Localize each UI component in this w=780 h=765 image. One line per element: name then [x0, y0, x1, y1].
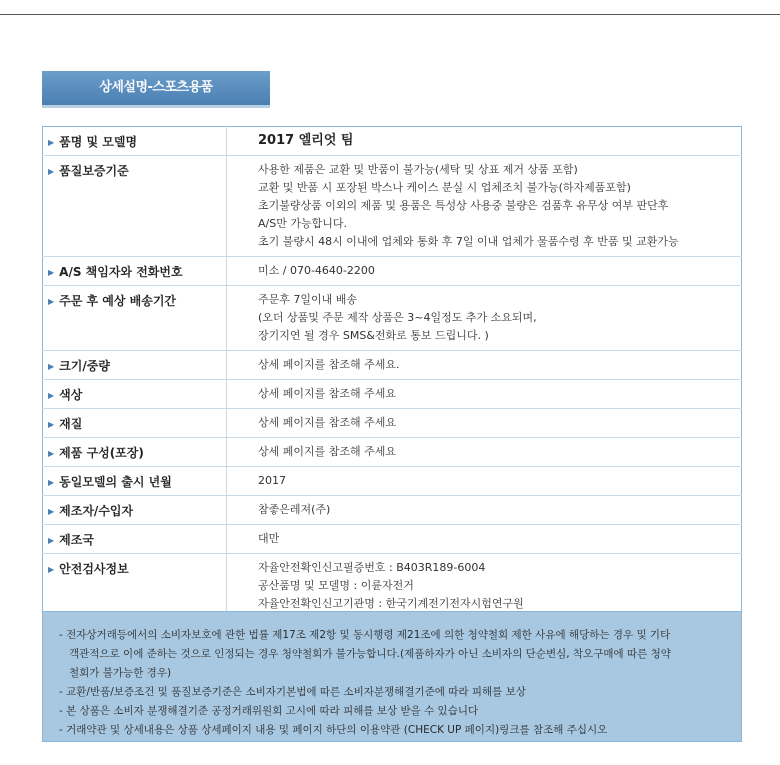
spec-value-line: 상세 페이지를 참조해 주세요.: [258, 358, 400, 371]
triangle-bullet-icon: ▶: [48, 536, 55, 545]
spec-value-line: 대만: [258, 532, 280, 545]
spec-label: 품질보증기준: [59, 164, 129, 178]
spec-label: 주문 후 예상 배송기간: [59, 294, 177, 308]
spec-value-line: 상세 페이지를 참조해 주세요: [258, 416, 397, 429]
spec-value-line: 공산품명 및 모델명 : 이륜자전거: [258, 579, 414, 592]
spec-value-line: (오더 상품및 주문 제작 상품은 3~4일정도 추가 소요되며,: [258, 311, 537, 324]
spec-value-cell: [227, 380, 742, 409]
spec-label: 품명 및 모델명: [59, 135, 138, 149]
spec-value-line: 상세 페이지를 참조해 주세요: [258, 387, 397, 400]
notice-box: [42, 611, 742, 742]
spec-row: [43, 257, 742, 286]
spec-value-line: 초기 불량시 48시 이내에 업체와 통화 후 7일 이내 업체가 물품수령 후 반품 및 교환가능: [258, 235, 679, 248]
triangle-bullet-icon: ▶: [48, 478, 55, 487]
spec-row: [43, 496, 742, 525]
spec-label-cell: [43, 156, 227, 257]
spec-label: 크기/중량: [59, 359, 110, 373]
triangle-bullet-icon: ▶: [48, 362, 55, 371]
spec-row: [43, 127, 742, 156]
spec-value-cell: [227, 351, 742, 380]
spec-value-cell: [227, 257, 742, 286]
spec-value-cell: [227, 438, 742, 467]
spec-row: [43, 467, 742, 496]
spec-value-cell: [227, 127, 742, 156]
spec-value-line: 2017: [258, 474, 286, 487]
spec-row: [43, 409, 742, 438]
section-title-tab: [42, 71, 270, 108]
spec-row: [43, 380, 742, 409]
triangle-bullet-icon: ▶: [48, 507, 55, 516]
spec-value-cell: [227, 525, 742, 554]
spec-value-line: 자율안전확인신고기관명 : 한국기계전기전자시험연구원: [258, 597, 524, 610]
spec-value-line: 자율안전확인신고필증번호 : B403R189-6004: [258, 561, 486, 574]
triangle-bullet-icon: ▶: [48, 449, 55, 458]
spec-label: 제조국: [59, 533, 94, 547]
spec-row: [43, 351, 742, 380]
spec-label: 재질: [59, 417, 83, 431]
spec-label-cell: [43, 286, 227, 351]
spec-value-cell: [227, 467, 742, 496]
section-title: 상세설명-스포츠용품: [99, 80, 213, 95]
spec-value-line: 초기불량상품 이외의 제품 및 용품은 특성상 사용중 불량은 검품후 유무상 여부 판단후: [258, 199, 669, 212]
spec-value-cell: [227, 156, 742, 257]
spec-value-cell: [227, 496, 742, 525]
spec-label: 제품 구성(포장): [59, 446, 144, 460]
spec-row: [43, 525, 742, 554]
spec-value-line: 장기지연 될 경우 SMS&전화로 통보 드립니다. ): [258, 329, 489, 342]
spec-value-line: 주문후 7일이내 배송: [258, 293, 357, 306]
notice-line: - 교환/반품/보증조건 및 품질보증기준은 소비자기본법에 따른 소비자분쟁해결기준에 따라 피해를 보상: [59, 686, 526, 698]
triangle-bullet-icon: ▶: [48, 391, 55, 400]
spec-label-cell: [43, 438, 227, 467]
spec-value-line: 참좋은레져(주): [258, 503, 331, 516]
spec-label-cell: [43, 257, 227, 286]
spec-label: A/S 책임자와 전화번호: [59, 265, 183, 279]
product-info-table: [42, 126, 742, 637]
spec-label-cell: [43, 409, 227, 438]
spec-value-line: 교환 및 반품 시 포장된 박스나 케이스 분실 시 업체조치 불가능(하자제품포함): [258, 181, 631, 194]
spec-label: 동일모델의 출시 년월: [59, 475, 172, 489]
notice-line: - 전자상거래등에서의 소비자보호에 관한 법률 제17조 제2항 및 동시행령 제21조에 의한 청약철회 제한 사유에 해당하는 경우 및 기타: [59, 629, 671, 641]
triangle-bullet-icon: ▶: [48, 420, 55, 429]
spec-label-cell: [43, 380, 227, 409]
spec-label-cell: [43, 351, 227, 380]
spec-value-cell: [227, 286, 742, 351]
spec-label: 색상: [59, 388, 83, 402]
notice-line: - 본 상품은 소비자 분쟁해결기준 공정거래위원회 고시에 따라 피해를 보상 받을 수 있습니다: [59, 705, 479, 717]
spec-value-line: 미소 / 070-4640-2200: [258, 264, 375, 277]
triangle-bullet-icon: ▶: [48, 167, 55, 176]
top-divider: [0, 14, 780, 15]
spec-value-line: A/S만 가능합니다.: [258, 217, 347, 230]
notice-line: - 거래약관 및 상세내용은 상품 상세페이지 내용 및 페이지 하단의 이용약관 (CHECK UP 페이지)링크를 참조해 주십시오: [59, 724, 608, 736]
spec-value-line: 상세 페이지를 참조해 주세요: [258, 445, 397, 458]
spec-label-cell: [43, 127, 227, 156]
spec-label-cell: [43, 467, 227, 496]
spec-label: 제조자/수입자: [59, 504, 134, 518]
triangle-bullet-icon: ▶: [48, 565, 55, 574]
spec-value-cell: [227, 409, 742, 438]
spec-label-cell: [43, 496, 227, 525]
spec-value-line: 사용한 제품은 교환 및 반품이 불가능(세탁 및 상표 제거 상품 포함): [258, 163, 578, 176]
spec-label-cell: [43, 525, 227, 554]
triangle-bullet-icon: ▶: [48, 268, 55, 277]
triangle-bullet-icon: ▶: [48, 297, 55, 306]
notice-line: 객관적으로 이에 준하는 것으로 인정되는 경우 청약철회가 불가능합니다.(제품하자가 아닌 소비자의 단순변심, 착오구매에 따른 청약: [69, 648, 671, 660]
triangle-bullet-icon: ▶: [48, 138, 55, 147]
spec-row: [43, 438, 742, 467]
spec-value-line: 2017 엘리엇 팀: [258, 133, 354, 148]
spec-label: 안전검사정보: [59, 562, 129, 576]
spec-row: [43, 286, 742, 351]
spec-row: [43, 156, 742, 257]
notice-line: 철회가 불가능한 경우): [69, 667, 172, 679]
